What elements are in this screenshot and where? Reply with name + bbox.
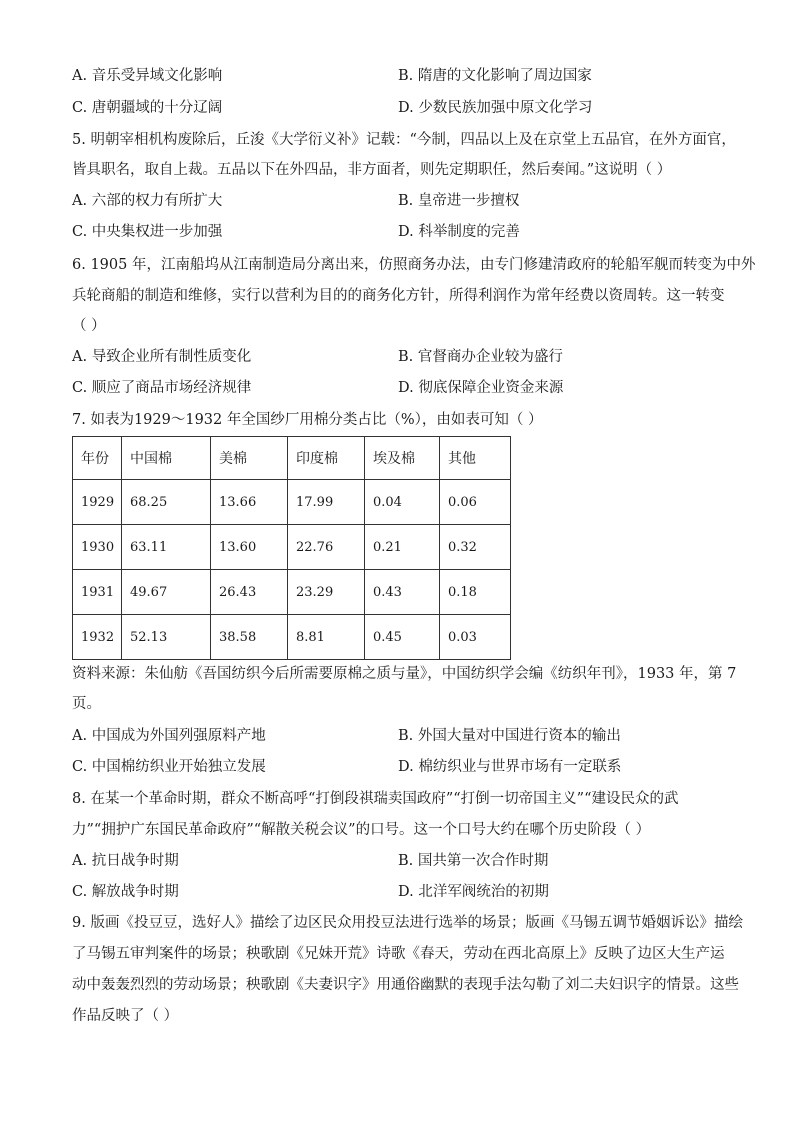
q4-option-b: B. 隋唐的文化影响了周边国家	[398, 68, 592, 84]
q5-option-a: A. 六部的权力有所扩大	[72, 193, 223, 209]
table-header-cell: 美棉	[211, 437, 288, 480]
table-cell: 63.11	[122, 525, 211, 570]
table-cell: 8.81	[288, 615, 365, 660]
q7-option-c: C. 中国棉纺织业开始独立发展	[72, 759, 266, 775]
table-cell: 1931	[73, 570, 122, 615]
q6-stem-line-3: （ ）	[72, 318, 106, 334]
q7-source-line-2: 页。	[72, 696, 101, 712]
table-header-cell: 印度棉	[288, 437, 365, 480]
table-cell: 22.76	[288, 525, 365, 570]
table-row	[73, 615, 511, 660]
q6-option-a: A. 导致企业所有制性质变化	[72, 349, 252, 365]
table-header-cell: 年份	[73, 437, 122, 480]
cotton-usage-table	[72, 436, 511, 660]
table-cell: 0.06	[440, 480, 511, 525]
table-row	[73, 525, 511, 570]
table-cell: 49.67	[122, 570, 211, 615]
q7-option-a: A. 中国成为外国列强原料产地	[72, 728, 266, 744]
q5-option-c: C. 中央集权进一步加强	[72, 224, 223, 240]
table-cell: 17.99	[288, 480, 365, 525]
table-cell: 0.21	[365, 525, 440, 570]
q4-option-d: D. 少数民族加强中原文化学习	[398, 100, 593, 116]
q8-stem-line-1: 8. 在某一个革命时期，群众不断高呼“打倒段祺瑞卖国政府”“打倒一切帝国主义”“建设民众的武	[72, 791, 679, 807]
table-cell: 38.58	[211, 615, 288, 660]
q5-option-d: D. 科举制度的完善	[398, 224, 520, 240]
q8-option-d: D. 北洋军阀统治的初期	[398, 884, 549, 900]
table-cell: 0.32	[440, 525, 511, 570]
q6-option-d: D. 彻底保障企业资金来源	[398, 380, 564, 396]
q8-stem-line-2: 力”“拥护广东国民革命政府”“解散关税会议”的口号。这一个口号大约在哪个历史阶段（ ）	[72, 822, 651, 838]
table-cell: 0.45	[365, 615, 440, 660]
table-cell: 52.13	[122, 615, 211, 660]
q7-option-d: D. 棉纺织业与世界市场有一定联系	[398, 759, 622, 775]
table-row	[73, 480, 511, 525]
q6-option-b: B. 官督商办企业较为盛行	[398, 349, 563, 365]
table-cell: 0.18	[440, 570, 511, 615]
table-cell: 0.03	[440, 615, 511, 660]
q8-option-a: A. 抗日战争时期	[72, 853, 179, 869]
q7-option-b: B. 外国大量对中国进行资本的输出	[398, 728, 621, 744]
q5-stem-line-1: 5. 明朝宰相机构废除后，丘浚《大学衍义补》记载：“今制，四品以上及在京堂上五品官，在外方面官，	[72, 132, 736, 148]
q9-stem-line-3: 动中轰轰烈烈的劳动场景；秧歌剧《夫妻识字》用通俗幽默的表现手法勾勒了刘二夫妇识字的情景。这些	[72, 977, 739, 993]
q6-stem-line-2: 兵轮商船的制造和维修，实行以营利为目的的商务化方针，所得利润作为常年经费以资周转。这一转变	[72, 288, 725, 304]
table-header-cell: 其他	[440, 437, 511, 480]
table-row	[73, 570, 511, 615]
q4-option-a: A. 音乐受异域文化影响	[72, 68, 223, 84]
table-cell: 13.66	[211, 480, 288, 525]
q7-stem: 7. 如表为1929～1932 年全国纱厂用棉分类占比（%），由如表可知（ ）	[72, 412, 543, 428]
q9-stem-line-4: 作品反映了（ ）	[72, 1008, 179, 1024]
table-cell: 1932	[73, 615, 122, 660]
q8-option-c: C. 解放战争时期	[72, 884, 179, 900]
table-cell: 23.29	[288, 570, 365, 615]
q4-option-c: C. 唐朝疆域的十分辽阔	[72, 100, 223, 116]
q5-option-b: B. 皇帝进一步擅权	[398, 193, 520, 209]
q7-source-line-1: 资料来源：朱仙舫《吾国纺织今后所需要原棉之质与量》，中国纺织学会编《纺织年刊》，1933 年，第 7	[72, 666, 737, 682]
q9-stem-line-1: 9. 版画《投豆豆，选好人》描绘了边区民众用投豆法进行选举的场景；版画《马锡五调节婚姻诉讼》描绘	[72, 915, 743, 931]
q6-option-c: C. 顺应了商品市场经济规律	[72, 380, 252, 396]
table-cell: 26.43	[211, 570, 288, 615]
q6-stem-line-1: 6. 1905 年，江南船坞从江南制造局分离出来，仿照商务办法，由专门修建清政府的轮船军舰而转变为中外	[72, 257, 756, 273]
q9-stem-line-2: 了马锡五审判案件的场景；秧歌剧《兄妹开荒》诗歌《春天，劳动在西北高原上》反映了边区大生产运	[72, 946, 725, 962]
q8-option-b: B. 国共第一次合作时期	[398, 853, 549, 869]
table-cell: 1930	[73, 525, 122, 570]
table-header-cell: 埃及棉	[365, 437, 440, 480]
q5-stem-line-2: 皆具职名，取自上裁。五品以下在外四品，非方面者，则先定期职任，然后奏闻。”这说明（ ）	[72, 162, 672, 178]
table-header-cell: 中国棉	[122, 437, 211, 480]
table-cell: 1929	[73, 480, 122, 525]
table-cell: 0.04	[365, 480, 440, 525]
table-cell: 13.60	[211, 525, 288, 570]
table-cell: 0.43	[365, 570, 440, 615]
table-header-row	[73, 437, 511, 480]
table-cell: 68.25	[122, 480, 211, 525]
